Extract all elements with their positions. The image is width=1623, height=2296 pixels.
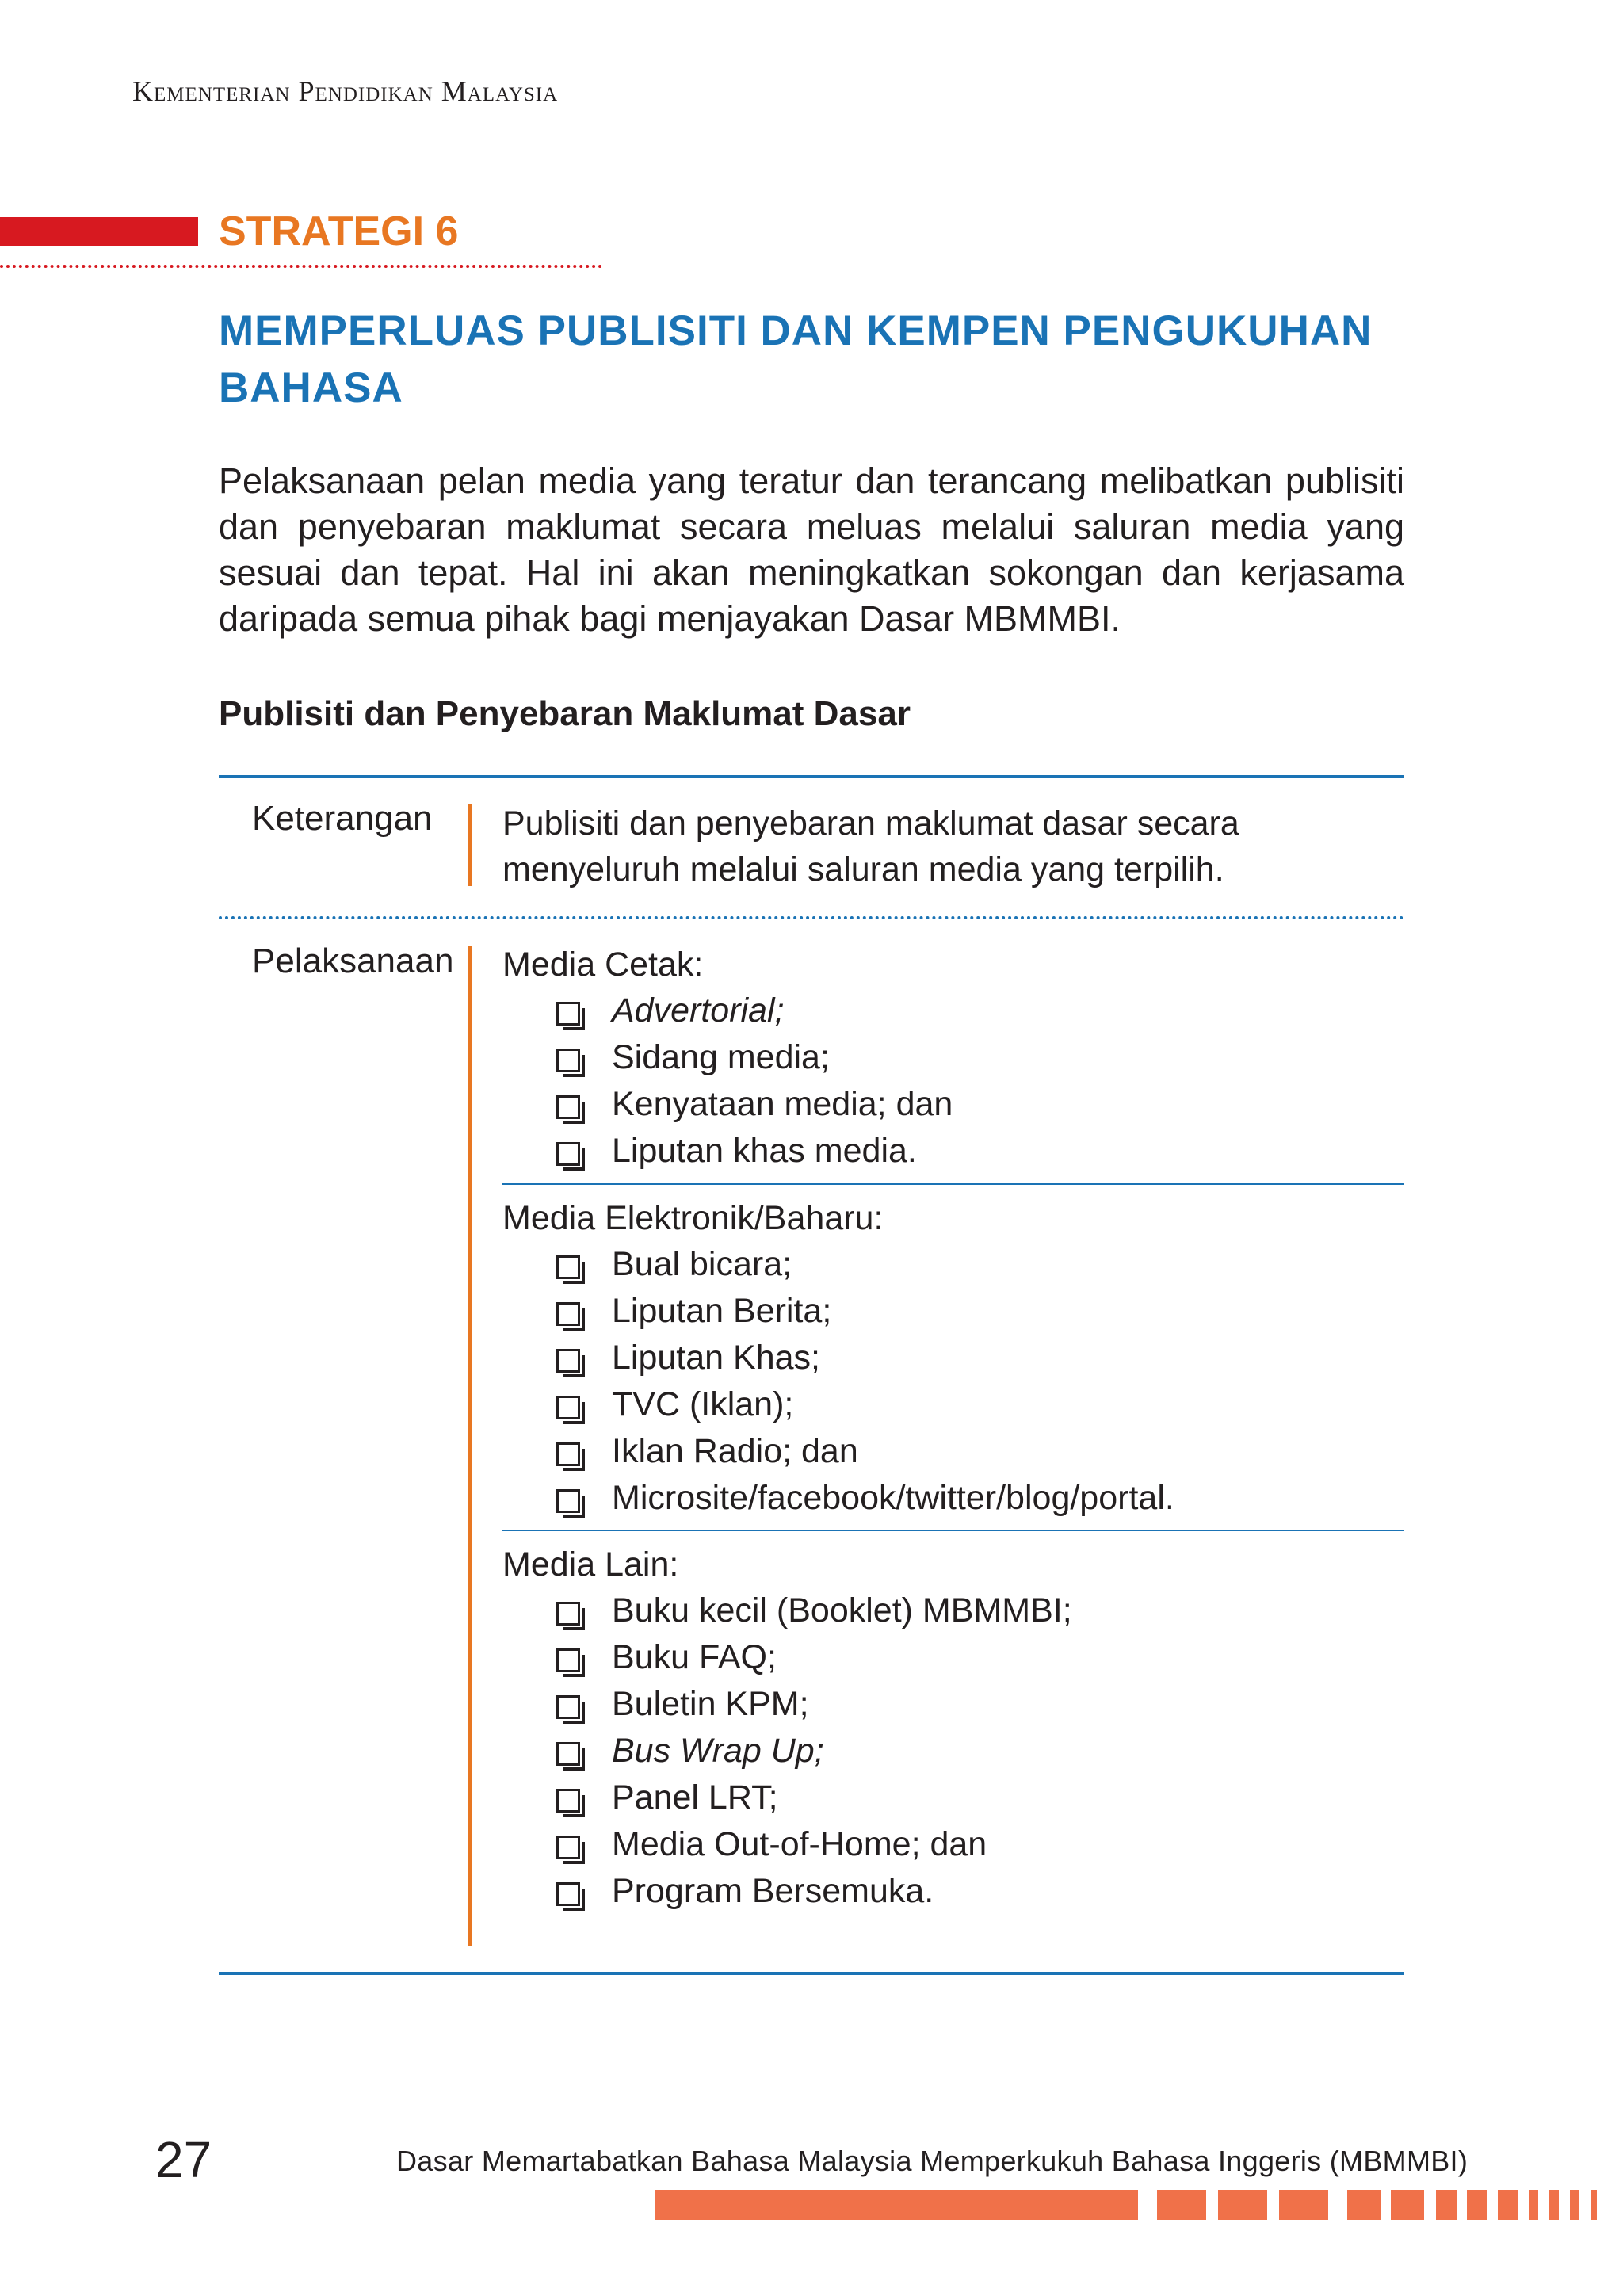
list-item: TVC (Iklan); (502, 1381, 1404, 1428)
list-item: Iklan Radio; dan (502, 1428, 1404, 1475)
footer-decor-bar (1591, 2190, 1597, 2220)
section-heading: Publisiti dan Penyebaran Maklumat Dasar (219, 694, 911, 733)
footer-decor-bar (1498, 2190, 1518, 2220)
checkbox-bullet-icon (556, 1002, 580, 1026)
footer-decor-bar (1549, 2190, 1559, 2220)
footer-decor-bar (1157, 2190, 1206, 2220)
list-item: Buletin KPM; (502, 1681, 1404, 1728)
list-item: Buku kecil (Booklet) MBMMBI; (502, 1587, 1404, 1634)
strategy-title: MEMPERLUAS PUBLISITI DAN KEMPEN PENGUKUHAN BAHASA (219, 308, 1373, 411)
footer-decor-bar (1436, 2190, 1457, 2220)
ministry-header: Kementerian Pendidikan Malaysia (132, 75, 559, 107)
list-item: Program Bersemuka. (502, 1868, 1404, 1915)
list-item: Liputan Khas; (502, 1335, 1404, 1381)
footer-decor-bar (655, 2190, 1138, 2220)
checkbox-bullet-icon (556, 1442, 580, 1466)
group-separator (502, 1183, 1404, 1185)
footer-decor-bar (1279, 2190, 1328, 2220)
footer-decor-bar (1570, 2190, 1579, 2220)
pelaksanaan-divider (468, 946, 472, 1946)
list-item: Bual bicara; (502, 1241, 1404, 1288)
row-dotted-separator (219, 916, 1404, 919)
table-bottom-rule (219, 1972, 1404, 1975)
footer-decor-bar (1218, 2190, 1267, 2220)
list-item: Bus Wrap Up; (502, 1728, 1404, 1775)
media-group-lain (502, 1541, 1404, 1915)
checkbox-bullet-icon (556, 1742, 580, 1766)
group-title: Media Lain: (502, 1545, 679, 1584)
strategy-marker-bar (0, 217, 198, 246)
keterangan-divider (468, 804, 472, 886)
checkbox-bullet-icon (556, 1695, 580, 1719)
checkbox-bullet-icon (556, 1302, 580, 1326)
footer-decor-bar (1347, 2190, 1381, 2220)
keterangan-label: Keterangan (252, 799, 433, 838)
strategy-dotted-rule (0, 265, 602, 268)
checkbox-bullet-icon (556, 1349, 580, 1373)
list-item: Media Out-of-Home; dan (502, 1821, 1404, 1868)
list-item: Microsite/facebook/twitter/blog/portal. (502, 1475, 1404, 1522)
group-separator (502, 1530, 1404, 1531)
checkbox-bullet-icon (556, 1602, 580, 1626)
footer-decor-bar (1391, 2190, 1424, 2220)
page-number: 27 (155, 2131, 212, 2188)
keterangan-text: Publisiti dan penyebaran maklumat dasar secara menyeluruh melalui saluran media yang terpilih. (502, 804, 1239, 888)
checkbox-bullet-icon (556, 1789, 580, 1813)
footer-decor-bar (1467, 2190, 1487, 2220)
footer-decor-bar (1529, 2190, 1538, 2220)
group-title: Media Cetak: (502, 946, 704, 984)
checkbox-bullet-icon (556, 1489, 580, 1513)
checkbox-bullet-icon (556, 1142, 580, 1166)
checkbox-bullet-icon (556, 1255, 580, 1279)
list-item: Sidang media; (502, 1034, 1404, 1081)
checkbox-bullet-icon (556, 1095, 580, 1119)
footer-title: Dasar Memartabatkan Bahasa Malaysia Memperkukuh Bahasa Inggeris (MBMMBI) (396, 2145, 1468, 2177)
list-item: Advertorial; (502, 988, 1404, 1034)
pelaksanaan-label: Pelaksanaan (252, 942, 454, 980)
checkbox-bullet-icon (556, 1648, 580, 1672)
intro-paragraph: Pelaksanaan pelan media yang teratur dan terancang melibatkan publisiti dan penyebaran maklumat secara meluas melalui saluran media yang sesuai dan tepat. Hal ini akan meningkatkan sokongan dan kerjasama daripada semua pihak bagi menjayakan Dasar MBMMBI. (219, 460, 1404, 639)
strategy-label: STRATEGI 6 (219, 208, 459, 254)
list-item: Buku FAQ; (502, 1634, 1404, 1681)
checkbox-bullet-icon (556, 1836, 580, 1859)
list-item: Liputan Berita; (502, 1288, 1404, 1335)
checkbox-bullet-icon (556, 1396, 580, 1419)
checkbox-bullet-icon (556, 1882, 580, 1906)
table-top-rule (219, 775, 1404, 778)
list-item: Liputan khas media. (502, 1128, 1404, 1175)
media-group-cetak (502, 942, 1404, 1175)
checkbox-bullet-icon (556, 1049, 580, 1072)
group-title: Media Elektronik/Baharu: (502, 1199, 884, 1237)
list-item: Kenyataan media; dan (502, 1081, 1404, 1128)
list-item: Panel LRT; (502, 1775, 1404, 1821)
media-group-elektronik (502, 1195, 1404, 1522)
